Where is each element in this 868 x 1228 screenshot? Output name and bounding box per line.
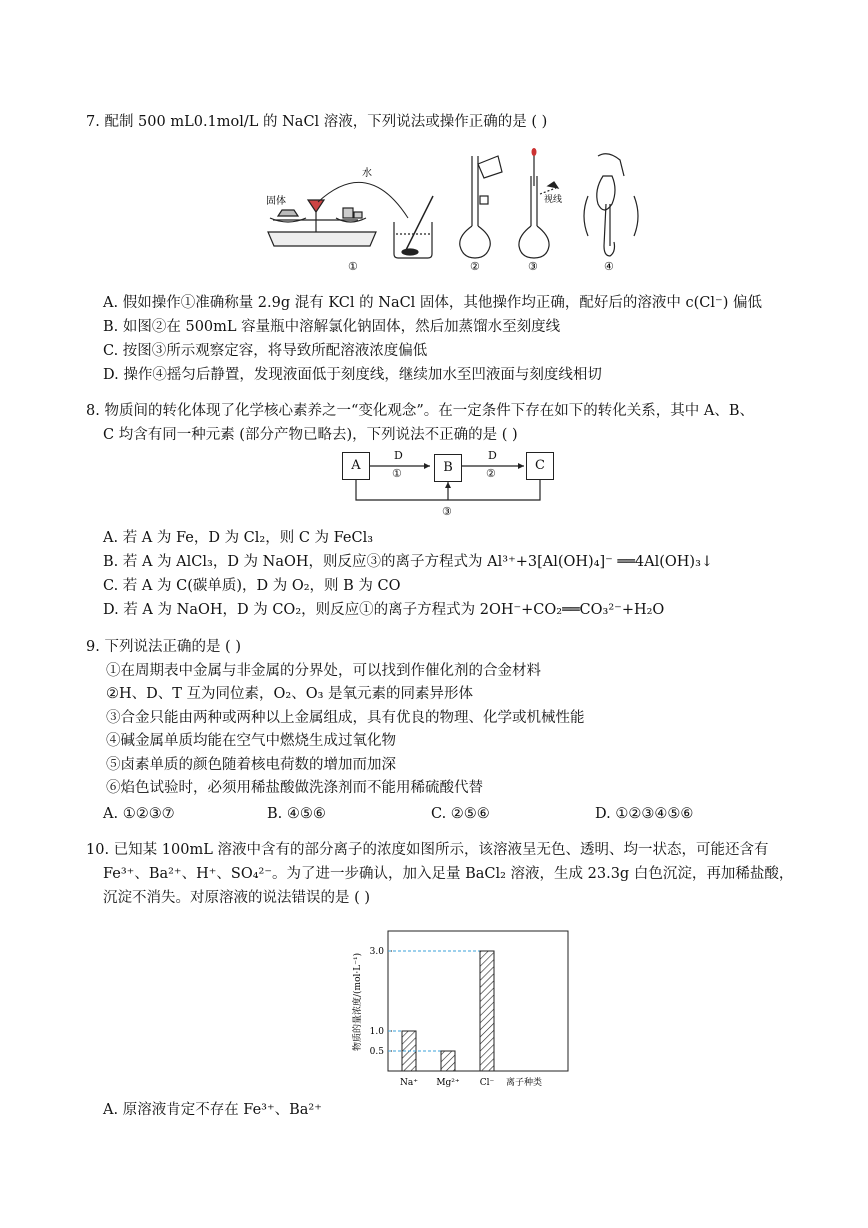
q9-item-1: ①在周期表中金属与非金属的分界处，可以找到作催化剂的合金材料 <box>106 663 541 679</box>
y-tick-label: 1.0 <box>369 1027 384 1037</box>
q8-option-c: C. 若 A 为 C(碳单质)，D 为 O₂，则 B 为 CO <box>103 578 401 594</box>
fig-label-sight: 视线 <box>544 195 563 205</box>
q10-stem-line2: Fe³⁺、Ba²⁺、H⁺、SO₄²⁻。为了进一步确认，加入足量 BaCl₂ 溶液，生成 23.3g 白色沉淀，再加稀盐酸， <box>103 866 794 882</box>
q10-stem-line1: 10. 已知某 100mL 溶液中含有的部分离子的浓度如图所示，该溶液呈无色、透明、均一状态，可能还含有 <box>86 842 769 858</box>
node-a: A <box>342 452 370 480</box>
y-tick-label: 0.5 <box>369 1047 384 1057</box>
reaction-3-label: ③ <box>442 505 452 518</box>
category-label: Na⁺ <box>400 1078 418 1088</box>
q7-option-a: A. 假如操作①准确称量 2.9g 混有 KCl 的 NaCl 固体，其他操作均正确，配好后的溶液中 c(Cl⁻) 偏低 <box>103 295 762 311</box>
q9-option-b: B. ④⑤⑥ <box>267 806 326 822</box>
q7-option-d: D. 操作④摇匀后静置，发现液面低于刻度线，继续加水至凹液面与刻度线相切 <box>103 367 602 383</box>
q10-stem-line3: 沉淀不消失。对原溶液的说法错误的是 ( ) <box>103 890 371 906</box>
fig-label-3: ③ <box>528 260 538 273</box>
q8-option-d: D. 若 A 为 NaOH，D 为 CO₂，则反应①的离子方程式为 2OH⁻+CO₂══CO₃²⁻+H₂O <box>103 602 665 618</box>
bar <box>441 1051 455 1071</box>
x-axis-label: 离子种类 <box>506 1078 543 1088</box>
bar <box>480 951 494 1071</box>
q9-option-a: A. ①②③⑦ <box>103 806 175 822</box>
q8-stem-line2: C 均含有同一种元素 (部分产物已略去)，下列说法不正确的是 ( ) <box>103 427 518 443</box>
q9-item-4: ④碱金属单质均能在空气中燃烧生成过氧化物 <box>106 733 396 749</box>
y-axis-label: 物质的量浓度/(mol·L⁻¹) <box>353 952 363 1051</box>
reagent-d-1: D <box>394 449 403 462</box>
q8-option-b: B. 若 A 为 AlCl₃，D 为 NaOH，则反应③的离子方程式为 Al³⁺+3[Al(OH)₄]⁻ ══4Al(OH)₃↓ <box>103 554 714 570</box>
beaker-icon <box>394 196 433 258</box>
fig-label-2: ② <box>470 260 480 273</box>
node-b: B <box>434 454 462 482</box>
q9-item-3: ③合金只能由两种或两种以上金属组成，具有优良的物理、化学或机械性能 <box>106 710 585 726</box>
q7-apparatus-figure <box>258 146 658 276</box>
q8-stem-line1: 8. 物质间的转化体现了化学核心素养之一“变化观念”。在一定条件下存在如下的转化关系，其中 A、B、 <box>86 403 755 419</box>
q9-item-5: ⑤卤素单质的颜色随着核电荷数的增加而加深 <box>106 757 396 773</box>
ion-concentration-chart <box>330 925 590 1095</box>
category-label: Cl⁻ <box>479 1078 495 1088</box>
q7-option-c: C. 按图③所示观察定容，将导致所配溶液浓度偏低 <box>103 343 428 359</box>
reagent-d-2: D <box>488 449 497 462</box>
reaction-1-label: ① <box>392 467 402 480</box>
category-label: Mg²⁺ <box>436 1078 460 1088</box>
q8-conversion-diagram <box>342 450 562 520</box>
flask-2-icon <box>460 156 502 258</box>
fig-label-water: 水 <box>362 168 372 179</box>
q9-item-6: ⑥焰色试验时，必须用稀盐酸做洗涤剂而不能用稀硫酸代替 <box>106 780 483 796</box>
q8-option-a: A. 若 A 为 Fe，D 为 Cl₂，则 C 为 FeCl₃ <box>103 530 374 546</box>
q9-stem: 9. 下列说法正确的是 ( ) <box>86 639 241 655</box>
q7-option-b: B. 如图②在 500mL 容量瓶中溶解氯化钠固体，然后加蒸馏水至刻度线 <box>103 319 561 335</box>
shaking-flask-icon <box>584 154 638 256</box>
fig-label-1: ① <box>348 260 358 273</box>
q9-option-c: C. ②⑤⑥ <box>431 806 490 822</box>
q9-item-2: ②H、D、T 互为同位素，O₂、O₃ 是氧元素的同素异形体 <box>106 686 474 702</box>
fig-label-solid: 固体 <box>266 196 286 207</box>
q9-option-d: D. ①②③④⑤⑥ <box>595 806 694 822</box>
fig-label-4: ④ <box>604 260 614 273</box>
q7-stem: 7. 配制 500 mL0.1mol/L 的 NaCl 溶液，下列说法或操作正确的是 ( ) <box>86 114 548 130</box>
reaction-2-label: ② <box>486 467 496 480</box>
q10-option-a: A. 原溶液肯定不存在 Fe³⁺、Ba²⁺ <box>103 1102 322 1118</box>
node-c: C <box>526 452 554 480</box>
y-tick-label: 3.0 <box>369 947 384 957</box>
